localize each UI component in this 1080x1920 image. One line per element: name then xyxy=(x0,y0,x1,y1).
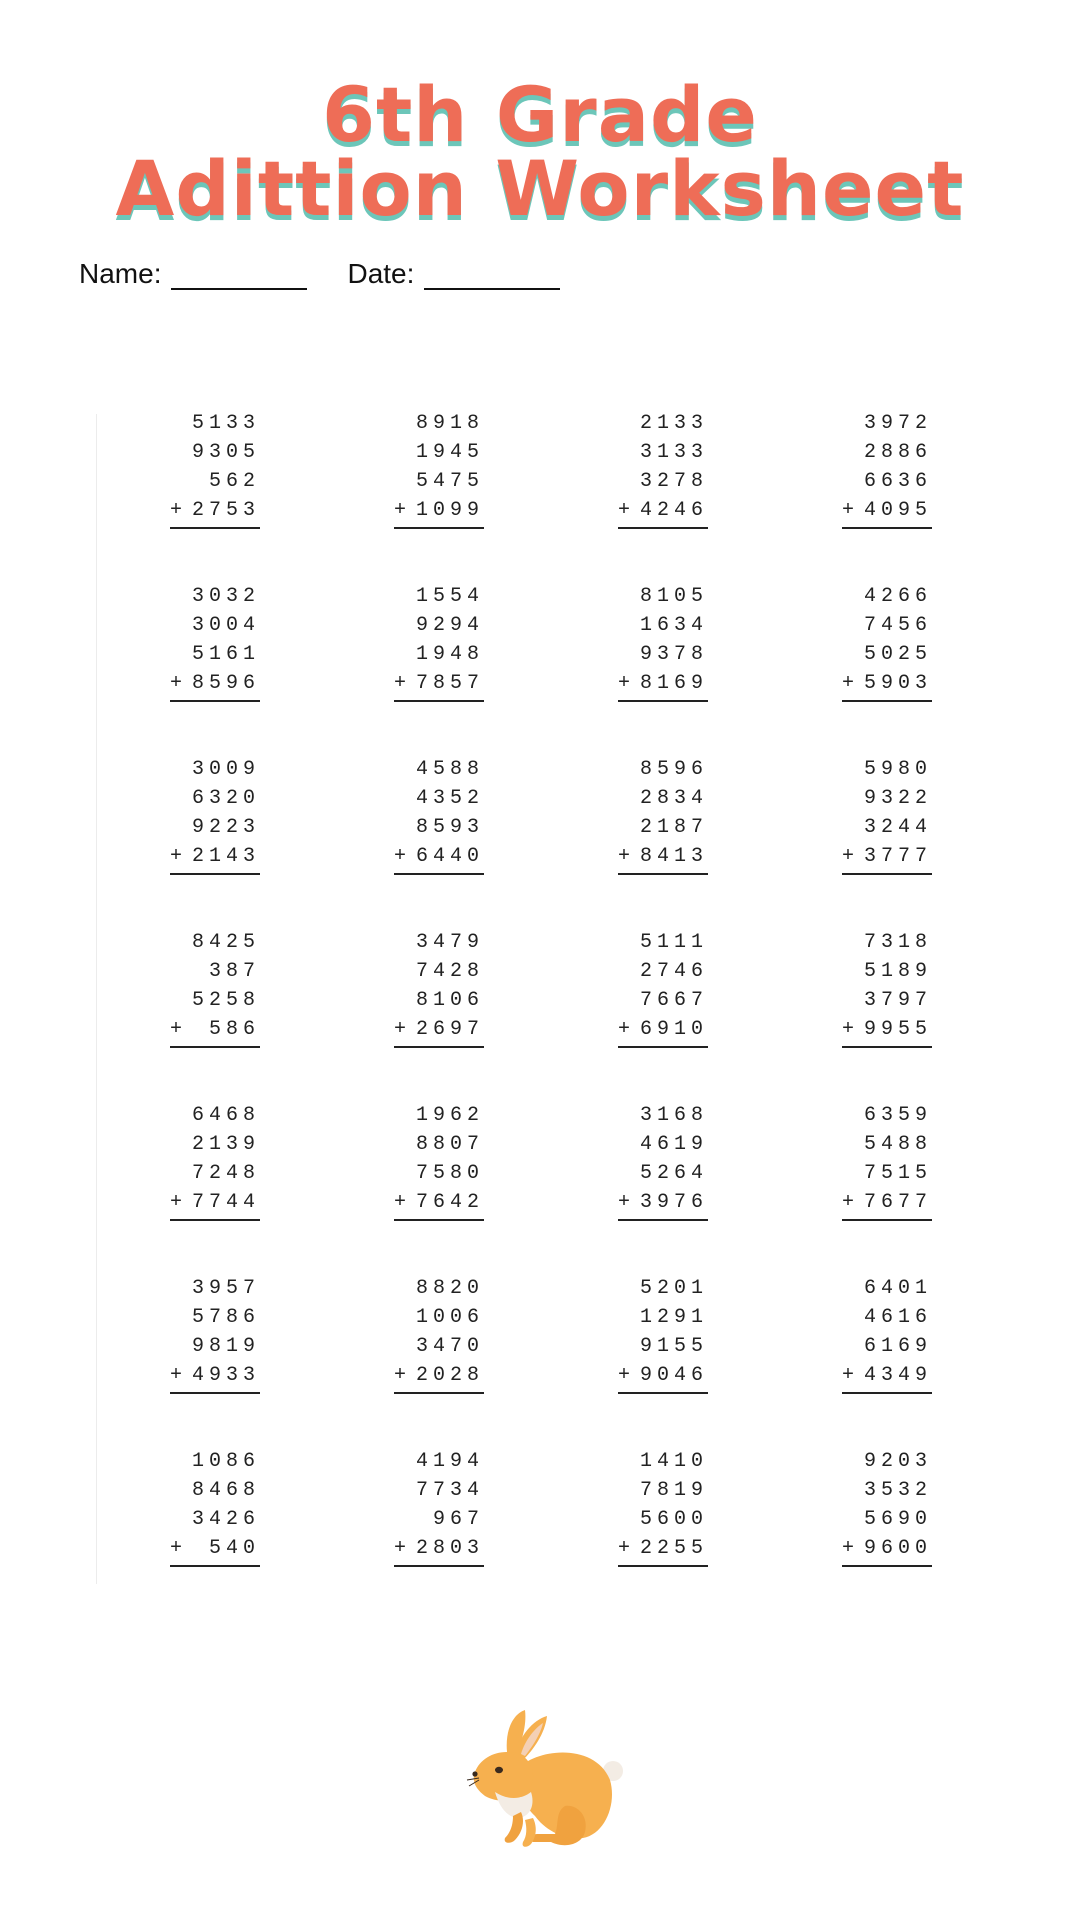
addend-row xyxy=(842,1447,932,1476)
addend-value: 586 xyxy=(208,1018,260,1041)
addition-problem xyxy=(170,582,260,702)
addition-problem xyxy=(842,582,932,702)
addend-value: 7677 xyxy=(863,1191,932,1214)
plus-sign: + xyxy=(394,1364,407,1387)
addend-row xyxy=(394,1159,484,1188)
addition-problem xyxy=(842,1447,932,1567)
addend-value: 8413 xyxy=(639,845,708,868)
addend-value: 2187 xyxy=(639,816,708,839)
addend-value: 7734 xyxy=(415,1479,484,1502)
addend-last-row xyxy=(842,1188,932,1221)
plus-sign: + xyxy=(170,1191,183,1214)
addend-last-row xyxy=(618,669,708,702)
addend-row xyxy=(170,1447,260,1476)
addend-value: 5201 xyxy=(639,1277,708,1300)
addend-row xyxy=(842,1332,932,1361)
addend-row xyxy=(394,755,484,784)
addend-value: 2746 xyxy=(639,960,708,983)
plus-sign: + xyxy=(170,499,183,522)
addend-last-row xyxy=(394,1534,484,1567)
addend-value: 6468 xyxy=(191,1104,260,1127)
addend-row xyxy=(170,467,260,496)
addend-value: 4352 xyxy=(415,787,484,810)
addend-value: 2139 xyxy=(191,1133,260,1156)
name-label: Name: xyxy=(79,258,162,289)
addend-row xyxy=(618,928,708,957)
addend-row xyxy=(170,957,260,986)
addend-last-row xyxy=(618,1534,708,1567)
plus-sign: + xyxy=(394,1537,407,1560)
addend-row xyxy=(170,928,260,957)
addend-value: 5189 xyxy=(863,960,932,983)
addend-value: 6359 xyxy=(863,1104,932,1127)
addend-value: 9600 xyxy=(863,1537,932,1560)
plus-sign: + xyxy=(618,1537,631,1560)
addend-value: 5488 xyxy=(863,1133,932,1156)
addend-value: 8106 xyxy=(415,989,484,1012)
addend-value: 8169 xyxy=(639,672,708,695)
addend-row xyxy=(170,1101,260,1130)
addend-value: 1006 xyxy=(415,1306,484,1329)
addend-row xyxy=(394,1101,484,1130)
plus-sign: + xyxy=(618,672,631,695)
addend-row xyxy=(842,1505,932,1534)
addend-row xyxy=(170,1274,260,1303)
addend-last-row xyxy=(394,1188,484,1221)
addend-value: 5475 xyxy=(415,470,484,493)
addend-value: 1962 xyxy=(415,1104,484,1127)
addend-last-row xyxy=(394,669,484,702)
addend-value: 6910 xyxy=(639,1018,708,1041)
addend-value: 8105 xyxy=(639,585,708,608)
addend-row xyxy=(842,986,932,1015)
addend-value: 2834 xyxy=(639,787,708,810)
addend-last-row xyxy=(842,1361,932,1394)
addend-value: 9294 xyxy=(415,614,484,637)
addend-value: 9155 xyxy=(639,1335,708,1358)
addend-last-row xyxy=(170,1015,260,1048)
addend-value: 2255 xyxy=(639,1537,708,1560)
addend-value: 5264 xyxy=(639,1162,708,1185)
addition-problem xyxy=(842,409,932,529)
addend-row xyxy=(618,582,708,611)
addend-row xyxy=(394,1303,484,1332)
addend-value: 7456 xyxy=(863,614,932,637)
addend-last-row xyxy=(618,1361,708,1394)
addition-problem xyxy=(618,582,708,702)
date-label: Date: xyxy=(347,258,415,289)
plus-sign: + xyxy=(618,499,631,522)
addend-row xyxy=(170,1159,260,1188)
addend-value: 8596 xyxy=(639,758,708,781)
addend-value: 5786 xyxy=(191,1306,260,1329)
addend-last-row xyxy=(170,842,260,875)
addend-row xyxy=(842,1101,932,1130)
addend-last-row xyxy=(170,496,260,529)
addend-row xyxy=(842,438,932,467)
addend-row xyxy=(394,467,484,496)
addend-value: 3426 xyxy=(191,1508,260,1531)
addend-last-row xyxy=(170,1534,260,1567)
addend-row xyxy=(394,640,484,669)
addend-value: 8918 xyxy=(415,412,484,435)
addend-value: 2803 xyxy=(415,1537,484,1560)
addend-row xyxy=(618,1130,708,1159)
addend-value: 5133 xyxy=(191,412,260,435)
addend-row xyxy=(842,1274,932,1303)
addend-value: 3032 xyxy=(191,585,260,608)
addition-problem xyxy=(394,928,484,1048)
addend-value: 4194 xyxy=(415,1450,484,1473)
addend-last-row xyxy=(170,1361,260,1394)
plus-sign: + xyxy=(842,1364,855,1387)
addend-value: 9203 xyxy=(863,1450,932,1473)
addend-value: 9322 xyxy=(863,787,932,810)
addend-value: 2886 xyxy=(863,441,932,464)
addend-value: 3278 xyxy=(639,470,708,493)
addend-last-row xyxy=(842,1015,932,1048)
addition-problem xyxy=(842,1101,932,1221)
plus-sign: + xyxy=(170,1364,183,1387)
addition-problem xyxy=(394,1447,484,1567)
addend-value: 1099 xyxy=(415,499,484,522)
addend-row xyxy=(170,438,260,467)
addition-problem xyxy=(394,1274,484,1394)
addend-row xyxy=(170,1476,260,1505)
addend-last-row xyxy=(618,1015,708,1048)
addend-row xyxy=(618,409,708,438)
plus-sign: + xyxy=(842,845,855,868)
addend-row xyxy=(842,611,932,640)
addend-value: 8820 xyxy=(415,1277,484,1300)
addend-value: 3957 xyxy=(191,1277,260,1300)
addend-row xyxy=(842,813,932,842)
addend-value: 540 xyxy=(208,1537,260,1560)
addend-value: 6440 xyxy=(415,845,484,868)
addend-value: 9046 xyxy=(639,1364,708,1387)
addition-problem xyxy=(618,409,708,529)
addend-value: 1410 xyxy=(639,1450,708,1473)
addend-value: 4619 xyxy=(639,1133,708,1156)
addition-problem xyxy=(842,755,932,875)
addend-row xyxy=(618,986,708,1015)
addend-value: 3976 xyxy=(639,1191,708,1214)
addend-row xyxy=(618,755,708,784)
addend-row xyxy=(618,1332,708,1361)
addend-row xyxy=(842,755,932,784)
plus-sign: + xyxy=(394,1018,407,1041)
addend-value: 9819 xyxy=(191,1335,260,1358)
addend-last-row xyxy=(394,1361,484,1394)
addend-last-row xyxy=(842,1534,932,1567)
rabbit-icon xyxy=(455,1708,630,1853)
addend-row xyxy=(842,1476,932,1505)
addend-row xyxy=(394,1274,484,1303)
plus-sign: + xyxy=(394,1191,407,1214)
addend-row xyxy=(170,1303,260,1332)
addend-value: 967 xyxy=(432,1508,484,1531)
addend-row xyxy=(842,784,932,813)
addition-problem xyxy=(170,755,260,875)
addend-value: 387 xyxy=(208,960,260,983)
addend-last-row xyxy=(618,1188,708,1221)
addend-row xyxy=(394,1447,484,1476)
addend-row xyxy=(170,582,260,611)
plus-sign: + xyxy=(842,1537,855,1560)
plus-sign: + xyxy=(170,1018,183,1041)
addition-problem xyxy=(170,928,260,1048)
addend-value: 2133 xyxy=(639,412,708,435)
addend-value: 4095 xyxy=(863,499,932,522)
addition-problem xyxy=(394,1101,484,1221)
addend-last-row xyxy=(394,842,484,875)
plus-sign: + xyxy=(618,1018,631,1041)
addend-row xyxy=(842,1130,932,1159)
addend-row xyxy=(170,986,260,1015)
addend-value: 7642 xyxy=(415,1191,484,1214)
addend-row xyxy=(618,957,708,986)
addend-row xyxy=(618,784,708,813)
addend-row xyxy=(618,1303,708,1332)
addend-value: 4616 xyxy=(863,1306,932,1329)
addend-value: 7428 xyxy=(415,960,484,983)
addend-value: 1945 xyxy=(415,441,484,464)
addend-value: 7580 xyxy=(415,1162,484,1185)
addend-row xyxy=(842,409,932,438)
addition-problem xyxy=(842,1274,932,1394)
plus-sign: + xyxy=(394,499,407,522)
addition-problem xyxy=(618,1101,708,1221)
plus-sign: + xyxy=(170,845,183,868)
addend-value: 2697 xyxy=(415,1018,484,1041)
addend-value: 2028 xyxy=(415,1364,484,1387)
addend-row xyxy=(618,1101,708,1130)
addend-value: 562 xyxy=(208,470,260,493)
addend-last-row xyxy=(170,669,260,702)
addend-row xyxy=(170,611,260,640)
addend-row xyxy=(170,409,260,438)
addend-row xyxy=(170,784,260,813)
addend-value: 9223 xyxy=(191,816,260,839)
addend-value: 7819 xyxy=(639,1479,708,1502)
addend-last-row xyxy=(170,1188,260,1221)
addend-value: 1948 xyxy=(415,643,484,666)
addend-row xyxy=(842,467,932,496)
addend-value: 2753 xyxy=(191,499,260,522)
addend-row xyxy=(170,1130,260,1159)
addend-value: 7857 xyxy=(415,672,484,695)
addend-value: 4246 xyxy=(639,499,708,522)
addend-value: 8596 xyxy=(191,672,260,695)
addition-problem xyxy=(618,1447,708,1567)
addend-value: 4933 xyxy=(191,1364,260,1387)
addend-row xyxy=(394,957,484,986)
addend-value: 7248 xyxy=(191,1162,260,1185)
addend-last-row xyxy=(842,669,932,702)
addend-row xyxy=(394,1476,484,1505)
addition-problem xyxy=(394,755,484,875)
addition-problem xyxy=(618,1274,708,1394)
addend-value: 5980 xyxy=(863,758,932,781)
addition-problem xyxy=(170,1447,260,1567)
addend-value: 8425 xyxy=(191,931,260,954)
addend-row xyxy=(170,640,260,669)
addend-value: 1554 xyxy=(415,585,484,608)
addend-last-row xyxy=(394,1015,484,1048)
addend-value: 3797 xyxy=(863,989,932,1012)
addend-row xyxy=(618,438,708,467)
addend-row xyxy=(394,438,484,467)
title-line-2: Adittion Worksheet xyxy=(115,144,965,233)
plus-sign: + xyxy=(842,1018,855,1041)
addend-row xyxy=(394,1130,484,1159)
addend-row xyxy=(394,611,484,640)
addend-value: 7744 xyxy=(191,1191,260,1214)
addend-row xyxy=(170,1332,260,1361)
addend-value: 7667 xyxy=(639,989,708,1012)
addend-value: 3479 xyxy=(415,931,484,954)
addend-row xyxy=(394,1505,484,1534)
addend-row xyxy=(842,640,932,669)
addend-row xyxy=(394,582,484,611)
plus-sign: + xyxy=(618,845,631,868)
addend-value: 9378 xyxy=(639,643,708,666)
addend-row xyxy=(394,986,484,1015)
addend-row xyxy=(842,957,932,986)
addend-row xyxy=(170,813,260,842)
addend-value: 5600 xyxy=(639,1508,708,1531)
plus-sign: + xyxy=(618,1364,631,1387)
addend-value: 3009 xyxy=(191,758,260,781)
addend-row xyxy=(394,784,484,813)
addend-value: 8807 xyxy=(415,1133,484,1156)
title-line-1: 6th Grade xyxy=(322,70,758,159)
plus-sign: + xyxy=(842,672,855,695)
addend-row xyxy=(618,813,708,842)
addend-row xyxy=(394,409,484,438)
addend-row xyxy=(394,1332,484,1361)
addend-value: 2143 xyxy=(191,845,260,868)
plus-sign: + xyxy=(842,1191,855,1214)
addend-last-row xyxy=(618,842,708,875)
addend-row xyxy=(842,582,932,611)
addend-value: 9955 xyxy=(863,1018,932,1041)
addend-row xyxy=(842,1159,932,1188)
addend-value: 4349 xyxy=(863,1364,932,1387)
addend-value: 3470 xyxy=(415,1335,484,1358)
addend-value: 7318 xyxy=(863,931,932,954)
addend-row xyxy=(618,1505,708,1534)
addend-last-row xyxy=(618,496,708,529)
addend-value: 3532 xyxy=(863,1479,932,1502)
addend-row xyxy=(170,1505,260,1534)
addend-row xyxy=(170,755,260,784)
addend-value: 5111 xyxy=(639,931,708,954)
addend-value: 9305 xyxy=(191,441,260,464)
addend-value: 1634 xyxy=(639,614,708,637)
addend-value: 7515 xyxy=(863,1162,932,1185)
addend-value: 5025 xyxy=(863,643,932,666)
addend-value: 5690 xyxy=(863,1508,932,1531)
addend-value: 3972 xyxy=(863,412,932,435)
addition-problem xyxy=(618,928,708,1048)
addend-value: 3777 xyxy=(863,845,932,868)
plus-sign: + xyxy=(842,499,855,522)
plus-sign: + xyxy=(618,1191,631,1214)
addend-row xyxy=(618,611,708,640)
addend-row xyxy=(618,1159,708,1188)
addition-problem xyxy=(394,409,484,529)
addition-problem xyxy=(170,1101,260,1221)
plus-sign: + xyxy=(394,672,407,695)
addend-row xyxy=(842,1303,932,1332)
addend-row xyxy=(618,1447,708,1476)
addend-value: 1291 xyxy=(639,1306,708,1329)
addend-row xyxy=(618,1274,708,1303)
addend-value: 3133 xyxy=(639,441,708,464)
addend-last-row xyxy=(842,842,932,875)
addend-row xyxy=(394,813,484,842)
addition-problem xyxy=(394,582,484,702)
addend-value: 6401 xyxy=(863,1277,932,1300)
addition-problem xyxy=(170,409,260,529)
addend-row xyxy=(618,640,708,669)
plus-sign: + xyxy=(394,845,407,868)
addition-problem xyxy=(618,755,708,875)
addend-value: 3004 xyxy=(191,614,260,637)
addend-value: 6636 xyxy=(863,470,932,493)
addend-value: 3168 xyxy=(639,1104,708,1127)
addend-value: 1086 xyxy=(191,1450,260,1473)
addend-row xyxy=(618,467,708,496)
addend-value: 8468 xyxy=(191,1479,260,1502)
addition-problem xyxy=(842,928,932,1048)
addend-value: 5161 xyxy=(191,643,260,666)
addend-row xyxy=(842,928,932,957)
addend-value: 4588 xyxy=(415,758,484,781)
addend-row xyxy=(394,928,484,957)
addend-last-row xyxy=(394,496,484,529)
addend-value: 5258 xyxy=(191,989,260,1012)
addend-value: 5903 xyxy=(863,672,932,695)
addend-value: 6320 xyxy=(191,787,260,810)
addend-value: 6169 xyxy=(863,1335,932,1358)
addend-last-row xyxy=(842,496,932,529)
addend-row xyxy=(618,1476,708,1505)
plus-sign: + xyxy=(170,672,183,695)
addition-problem xyxy=(170,1274,260,1394)
plus-sign: + xyxy=(170,1537,183,1560)
addend-value: 8593 xyxy=(415,816,484,839)
addend-value: 4266 xyxy=(863,585,932,608)
addend-value: 3244 xyxy=(863,816,932,839)
